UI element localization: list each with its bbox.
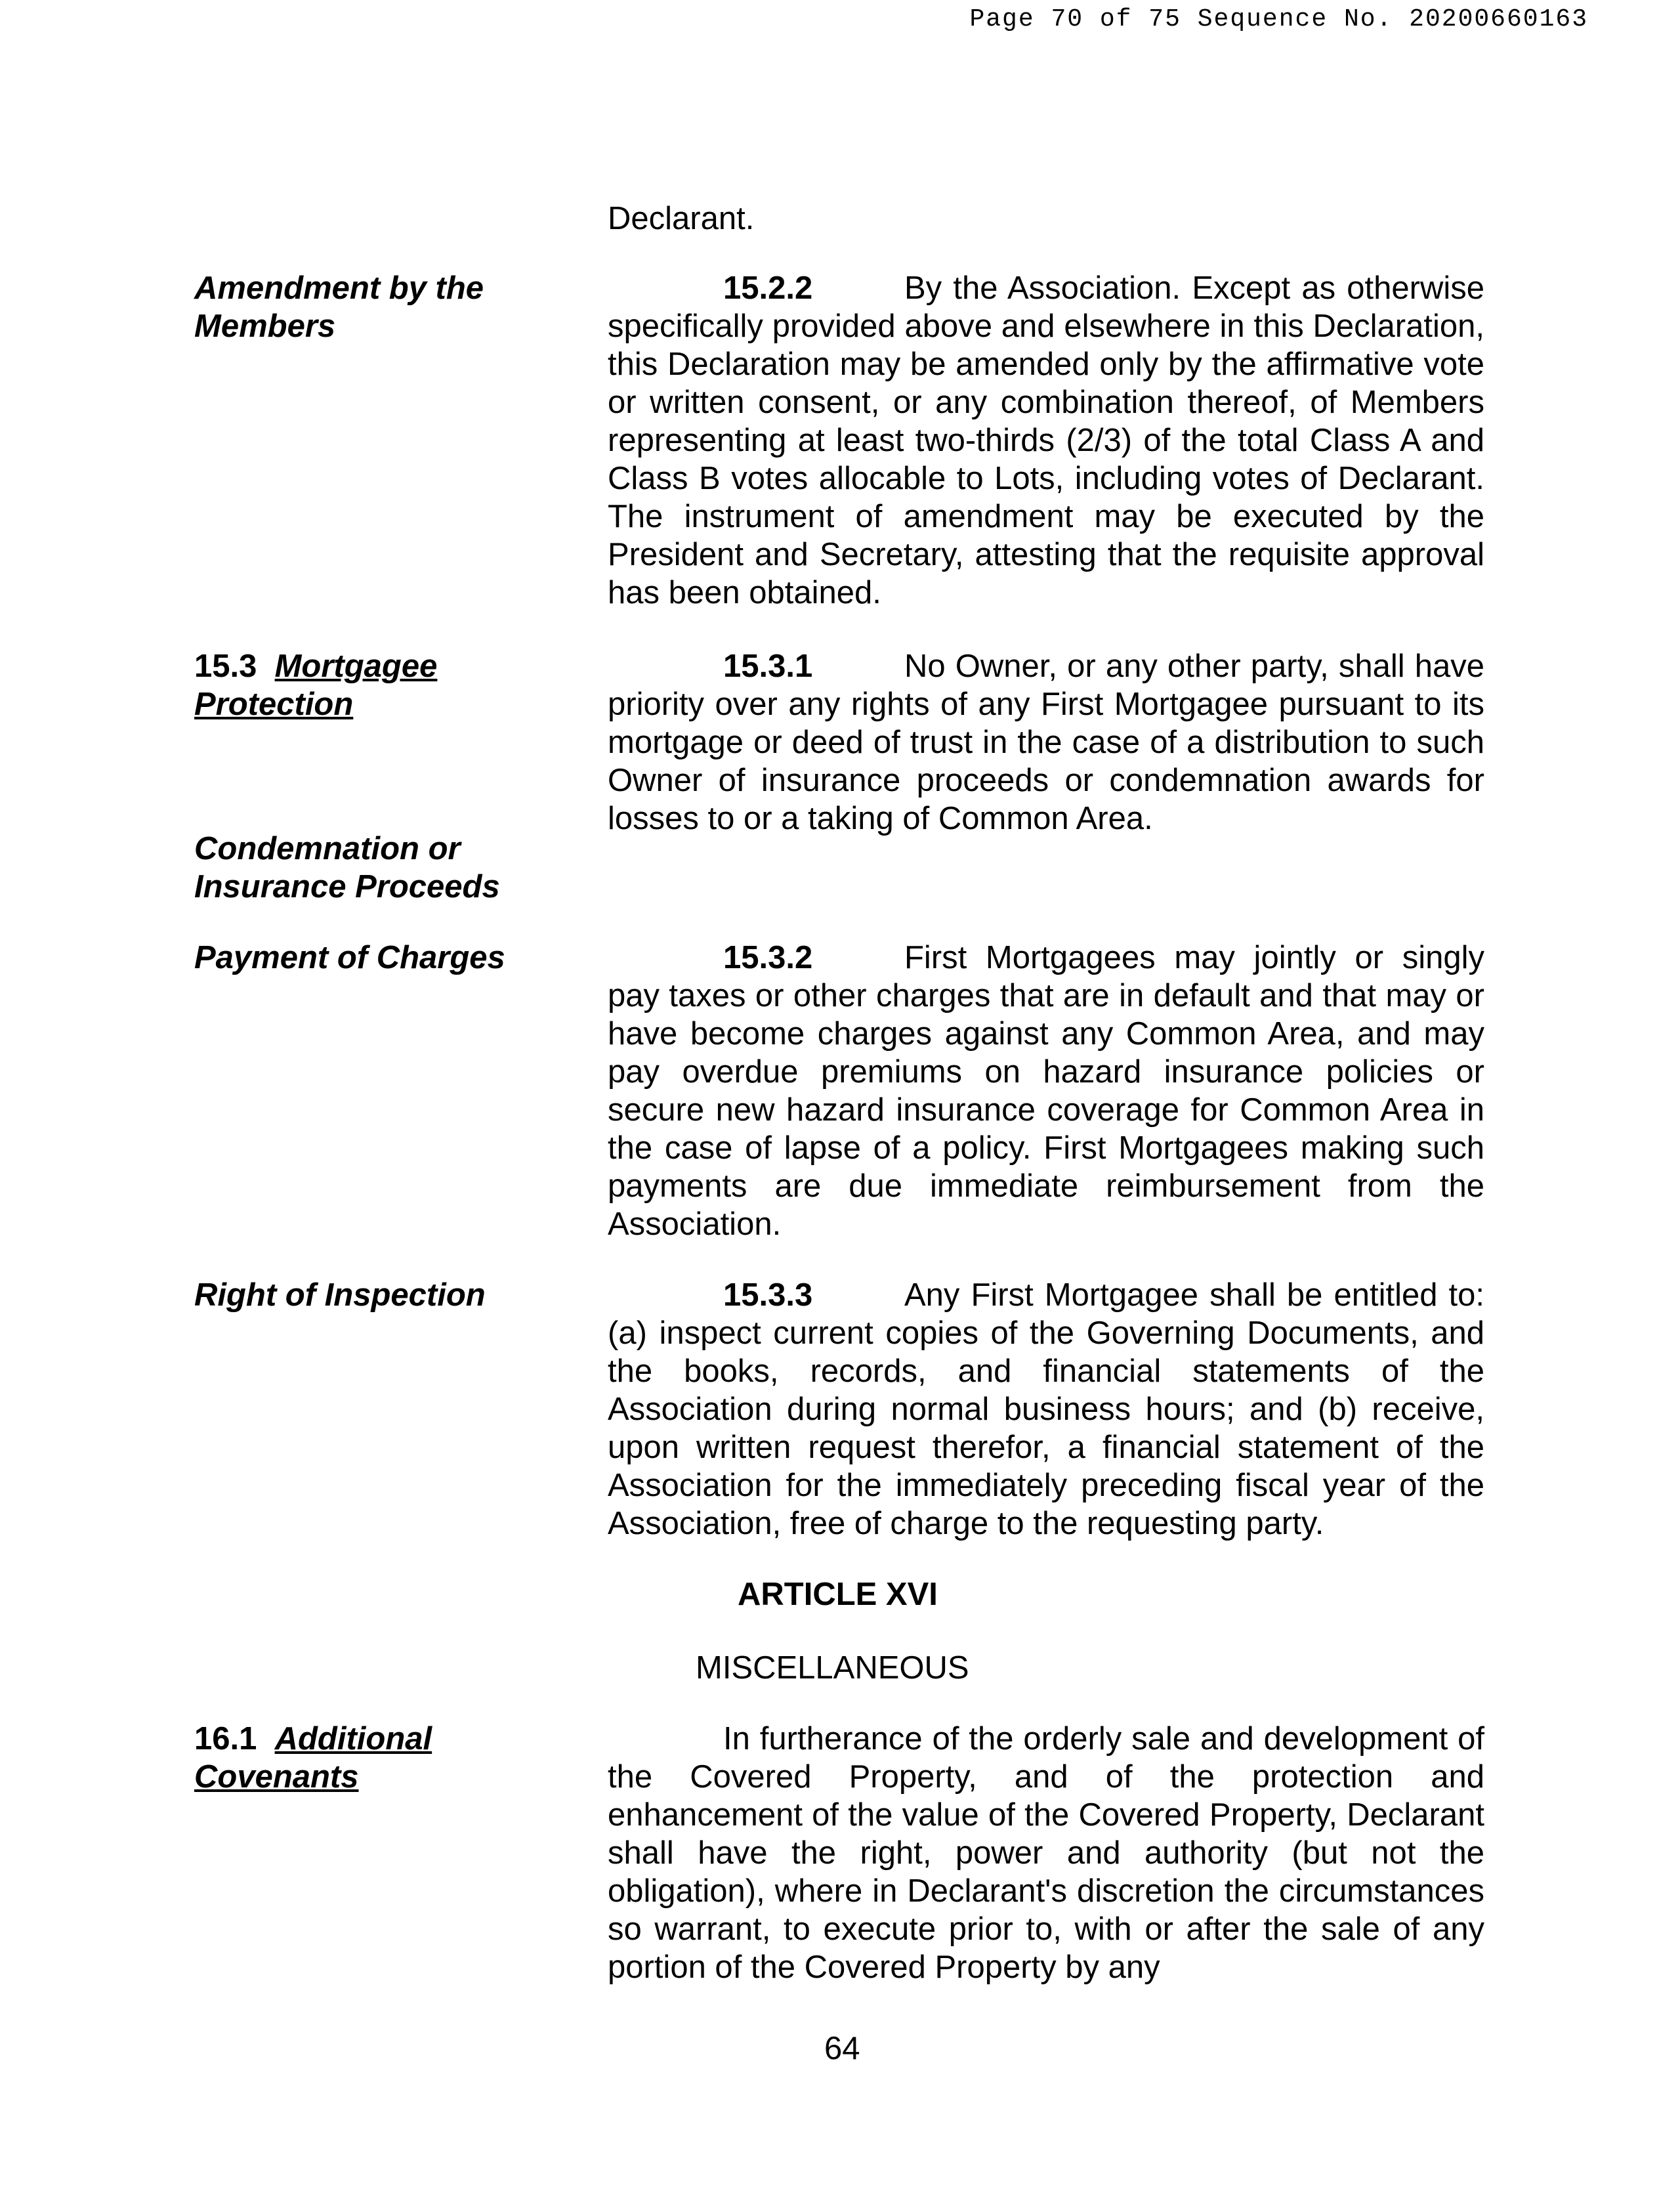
section-text: No Owner, or any other party, shall have priority over any rights of any First Mortgagee pursuant to its mortgage or deed of trust in the case of a distribution to such Owner of insurance proceeds or condemnation awards for losses to or a taking of Common Area. (608, 649, 1484, 836)
section-15-2-2 (608, 269, 1484, 612)
continued-text: Declarant. (608, 201, 755, 236)
side-label-payment-of-charges: Payment of Charges (194, 940, 505, 975)
side-heading-15-3: 15.3 Mortgagee Protection (194, 649, 438, 722)
section-text: By the Association. Except as otherwise specifically provided above and elsewhere in this Declaration, this Declaration may be amended only by the affirmative vote or written consent, or any combination thereof, of Members representing at least two-thirds (2/3) of the total Class A and Class B votes allocable to Lots, including votes of Declarant. The instrument of amendment may be executed by the President and Secretary, attesting that the requisite approval has been obtained. (608, 270, 1484, 610)
page-number: 64 (824, 2031, 860, 2066)
section-15-3-3 (608, 1276, 1484, 1543)
side-heading-16-1: 16.1 Additional Covenants (194, 1721, 432, 1795)
side-label-right-of-inspection: Right of Inspection (194, 1277, 486, 1313)
side-label-condemnation: Condemnation or Insurance Proceeds (194, 831, 500, 905)
section-16-1 (608, 1720, 1484, 1986)
section-number: 15.3.2 (723, 940, 813, 975)
section-15-3-1 (608, 647, 1484, 838)
section-text: Any First Mortgagee shall be entitled to: (a) inspect current copies of the Governing Documents, and the books, records, and financial statements of the Association during normal business hours; and (b) receive, upon written request therefor, a financial statement of the Association for the immediately preceding fiscal year of the Association, free of charge to the requesting party. (608, 1277, 1484, 1541)
section-number: 15.3.1 (723, 649, 813, 684)
section-number: 15.3.3 (723, 1277, 813, 1313)
article-subtitle: MISCELLANEOUS (696, 1650, 969, 1686)
section-text: In furtherance of the orderly sale and development of the Covered Property, and of the protection and enhancement of the value of the Covered Property, Declarant shall have the right, power and authority (but not the obligation), where in Declarant's discretion the circumstances so warrant, to execute prior to, with or after the sale of any portion of the Covered Property by any (608, 1721, 1484, 1985)
section-number: 15.2.2 (723, 270, 813, 306)
article-title: ARTICLE XVI (738, 1577, 938, 1612)
side-label-amendment: Amendment by the Members (194, 270, 484, 344)
section-15-3-2 (608, 939, 1484, 1243)
page-sequence-stamp: Page 70 of 75 Sequence No. 20200660163 (969, 5, 1588, 33)
section-text: First Mortgagees may jointly or singly pay taxes or other charges that are in default and that may or have become charges against any Common Area, and may pay overdue premiums on hazard insurance policies or secure new hazard insurance coverage for Common Area in the case of lapse of a policy. First Mortgagees making such payments are due immediate reimbursement from the Association. (608, 940, 1484, 1242)
